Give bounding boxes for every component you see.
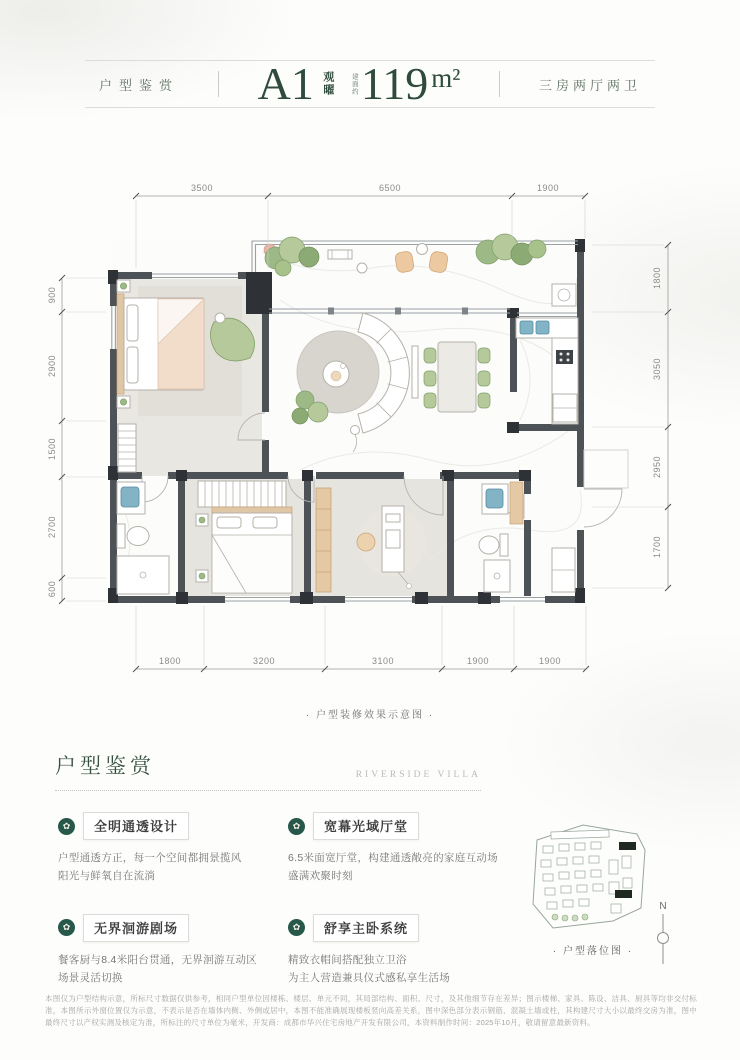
dim-label: 1900 (466, 656, 490, 666)
dim-label: 3500 (190, 183, 214, 193)
rosette-icon: ✿ (58, 919, 75, 936)
area-value: 119 (360, 58, 429, 109)
feature-title: 全明通透设计 (83, 812, 189, 840)
feature-desc-line: 场景灵活切换 (58, 972, 123, 985)
cabinet-icon (510, 482, 523, 524)
sink-icon (121, 487, 139, 507)
dim-label: 2900 (47, 354, 57, 378)
section-title: 户型鉴赏 (55, 754, 155, 778)
chair-icon (357, 533, 375, 551)
wardrobe-icon (316, 488, 331, 592)
dim-label: 1500 (47, 437, 57, 461)
washer-icon (552, 284, 576, 306)
feature-list (58, 812, 523, 988)
highlighted-building (619, 842, 636, 850)
rosette-icon: ✿ (58, 818, 75, 835)
section-heading (55, 750, 481, 791)
siteplan-map (525, 820, 660, 938)
console-icon (412, 346, 418, 398)
feature-item (288, 812, 523, 886)
dimensions-bottom (133, 606, 589, 672)
feature-title: 舒享主卧系统 (313, 914, 419, 942)
header-divider (499, 71, 500, 97)
feature-item (58, 812, 288, 886)
dim-label: 1800 (158, 656, 182, 666)
area-unit: m² (431, 63, 461, 93)
sink-icon (520, 321, 533, 334)
lounge-chair-icon (394, 251, 414, 274)
dim-label: 2700 (47, 515, 57, 539)
feature-desc-line: 户型通透方正，每一个空间都拥景揽风 (58, 852, 242, 864)
dim-label: 1900 (538, 656, 562, 666)
dim-label: 2950 (652, 455, 662, 479)
area-prefix: 建面约 (350, 72, 358, 96)
feature-title: 宽幕光域厅堂 (313, 812, 419, 840)
dimensions-left (47, 275, 106, 604)
rosette-icon: ✿ (288, 919, 305, 936)
feature-item (288, 914, 523, 988)
header-right-label: 三房两厅两卫 (538, 77, 641, 93)
chair-icon (424, 348, 436, 363)
stove-icon (556, 350, 573, 364)
siteplan-caption: · 户型落位图 · (552, 946, 634, 957)
feature-desc-line: 餐客厨与8.4米阳台贯通，无界洄游互动区 (58, 953, 258, 966)
feature-desc-line: 盛满欢聚时刻 (288, 870, 353, 883)
header-left-label: 户型鉴赏 (99, 77, 180, 93)
disclaimer-text: 本图仅为户型结构示意，所标尺寸数据仅供参考，相同户型单位因楼栋、楼层、单元不同，其局部结构、面积、尺寸，及其他细节存在差异；图示楼梯、家具、陈设、洁具、厨具等均非交付标准，本图所示外窗位置仅为示意，不表示是否在墙体内侧、外侧或居中，本图不能准确展现楼板竖向高差关系，图中深色部分表示钢筋、混凝土墙或柱，其构建尺寸大小以最终交房为准，图中最终尺寸以产权实测及核定为准，所标注的尺寸单位为毫米，开发商：成都市华兴住宅房地产开发有限公司，本资料制作时间：2025年10月，敬请留意最新资料。 (45, 994, 697, 1028)
feature-title: 无界洄游剧场 (83, 914, 189, 942)
compass-icon (650, 898, 676, 970)
dining-furniture (424, 342, 490, 412)
dim-label: 900 (47, 286, 57, 304)
header (85, 60, 655, 108)
sink-icon (486, 489, 503, 508)
dim-label: 1800 (652, 266, 662, 290)
dimensions-right (592, 242, 671, 591)
highlighted-building (615, 890, 632, 898)
dim-label: 1900 (536, 183, 560, 193)
floor-lamp-icon (351, 426, 360, 435)
feature-item (58, 914, 288, 988)
dim-label: 6500 (378, 183, 402, 193)
dim-label: 3100 (371, 656, 395, 666)
feature-desc-line: 6.5米面宽厅堂，构建通透敞亮的家庭互动场 (288, 852, 498, 864)
feature-desc-line: 为主人营造兼具仪式感私享生活场 (288, 972, 450, 985)
dim-label: 3200 (252, 656, 276, 666)
header-divider (218, 71, 219, 97)
section-subtitle: RIVERSIDE VILLA (355, 770, 481, 780)
shower-icon (484, 560, 510, 592)
floorplan-drawing (0, 150, 740, 720)
dim-label: 1700 (652, 535, 662, 559)
dim-label: 3050 (652, 357, 662, 381)
plan-caption: · 户型装修效果示意图 · (305, 710, 435, 721)
unit-title (257, 58, 461, 109)
dim-label: 600 (47, 580, 57, 598)
unit-name: 观曜 (321, 71, 334, 97)
unit-code: A1 (257, 58, 314, 109)
compass-north-label: N (659, 901, 667, 912)
feature-desc-line: 阳光与鲜氧自在流淌 (58, 870, 156, 883)
shower-icon (117, 556, 169, 594)
rosette-icon: ✿ (288, 818, 305, 835)
feature-desc-line: 精致衣帽间搭配独立卫浴 (288, 953, 407, 966)
toilet-icon (500, 534, 508, 556)
toilet-icon (117, 524, 125, 548)
wardrobe-icon (198, 481, 286, 507)
